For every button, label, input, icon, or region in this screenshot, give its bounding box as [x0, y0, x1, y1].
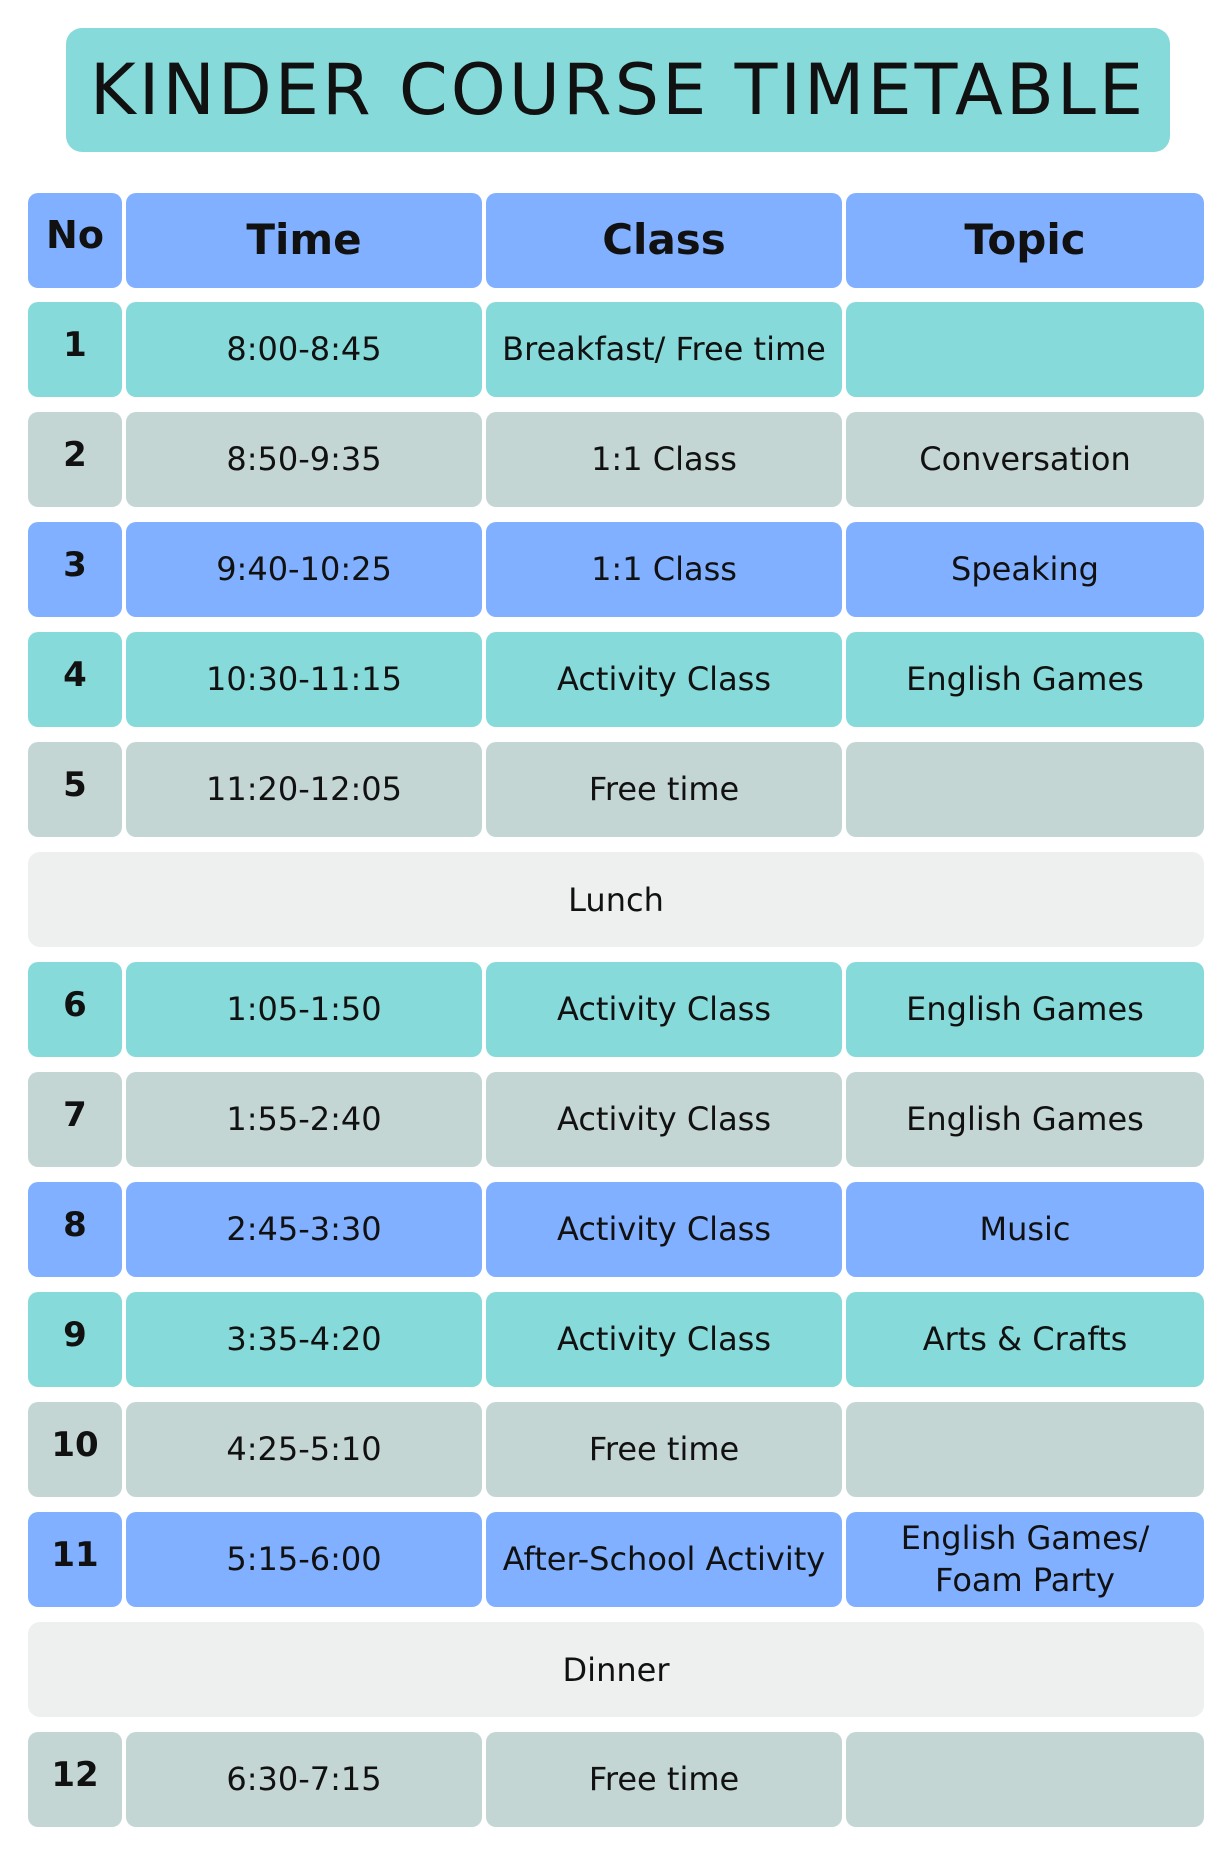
row-class: Activity Class [486, 1292, 842, 1387]
row-class: Free time [486, 1402, 842, 1497]
header-topic: Topic [846, 193, 1204, 288]
row-time: 1:55-2:40 [126, 1072, 482, 1167]
row-topic [846, 302, 1204, 397]
row-class: Free time [486, 1732, 842, 1827]
row-time: 6:30-7:15 [126, 1732, 482, 1827]
row-no: 5 [28, 742, 122, 837]
row-topic: Music [846, 1182, 1204, 1277]
table-row [28, 632, 1204, 727]
table-row [28, 1072, 1204, 1167]
row-class: 1:1 Class [486, 412, 842, 507]
table-row [28, 962, 1204, 1057]
row-topic: English Games [846, 1072, 1204, 1167]
row-time: 11:20-12:05 [126, 742, 482, 837]
row-time: 10:30-11:15 [126, 632, 482, 727]
lunch-break-row: Lunch [28, 852, 1204, 947]
table-row [28, 522, 1204, 617]
row-no: 10 [28, 1402, 122, 1497]
table-row [28, 1402, 1204, 1497]
row-time: 3:35-4:20 [126, 1292, 482, 1387]
table-row [28, 412, 1204, 507]
row-no: 11 [28, 1512, 122, 1607]
row-no: 6 [28, 962, 122, 1057]
table-row [28, 1512, 1204, 1607]
row-class: Activity Class [486, 1182, 842, 1277]
row-class: After-School Activity [486, 1512, 842, 1607]
table-row [28, 1292, 1204, 1387]
table-header [28, 193, 1204, 288]
row-topic: English Games [846, 632, 1204, 727]
dinner-break-row: Dinner [28, 1622, 1204, 1717]
row-time: 5:15-6:00 [126, 1512, 482, 1607]
row-topic [846, 1402, 1204, 1497]
row-no: 3 [28, 522, 122, 617]
page-title: KINDER COURSE TIMETABLE [66, 28, 1170, 152]
row-class: 1:1 Class [486, 522, 842, 617]
row-topic: Arts & Crafts [846, 1292, 1204, 1387]
row-topic [846, 742, 1204, 837]
row-topic: English Games/ Foam Party [846, 1512, 1204, 1607]
header-no: No [28, 193, 122, 288]
row-no: 2 [28, 412, 122, 507]
row-no: 1 [28, 302, 122, 397]
table-row [28, 1182, 1204, 1277]
row-class: Breakfast/ Free time [486, 302, 842, 397]
row-topic [846, 1732, 1204, 1827]
row-time: 2:45-3:30 [126, 1182, 482, 1277]
row-no: 4 [28, 632, 122, 727]
row-no: 12 [28, 1732, 122, 1827]
header-time: Time [126, 193, 482, 288]
row-time: 8:00-8:45 [126, 302, 482, 397]
table-row [28, 302, 1204, 397]
row-no: 7 [28, 1072, 122, 1167]
table-row [28, 1732, 1204, 1827]
row-topic: English Games [846, 962, 1204, 1057]
row-no: 9 [28, 1292, 122, 1387]
row-class: Activity Class [486, 632, 842, 727]
row-topic: Speaking [846, 522, 1204, 617]
header-class: Class [486, 193, 842, 288]
row-topic: Conversation [846, 412, 1204, 507]
row-class: Activity Class [486, 962, 842, 1057]
row-time: 4:25-5:10 [126, 1402, 482, 1497]
row-time: 9:40-10:25 [126, 522, 482, 617]
row-class: Free time [486, 742, 842, 837]
row-no: 8 [28, 1182, 122, 1277]
row-time: 1:05-1:50 [126, 962, 482, 1057]
row-time: 8:50-9:35 [126, 412, 482, 507]
table-row [28, 742, 1204, 837]
row-class: Activity Class [486, 1072, 842, 1167]
